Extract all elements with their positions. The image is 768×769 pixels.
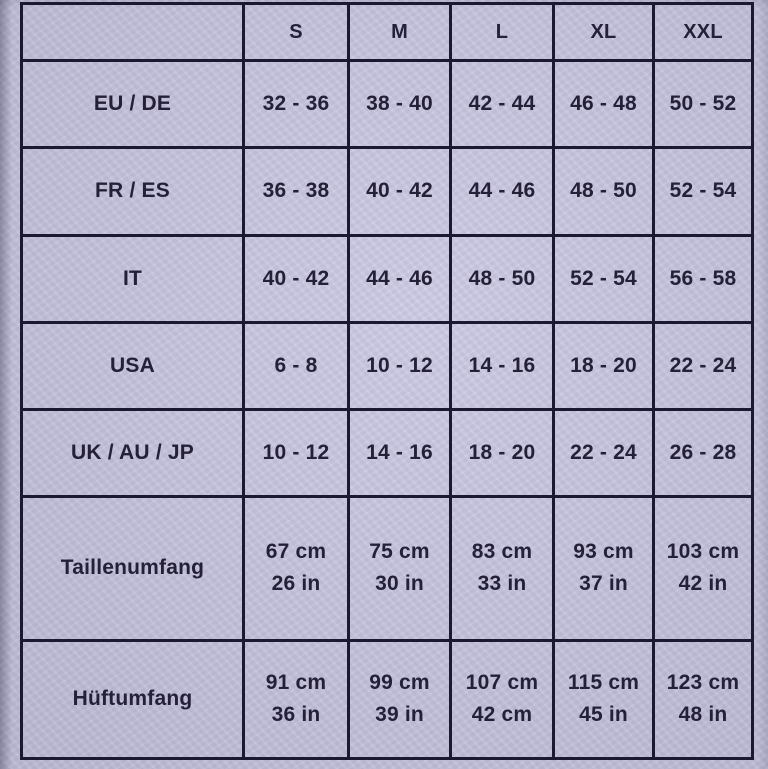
value-in: 26 in: [271, 572, 321, 596]
table-row-usa: [22, 322, 753, 409]
value-cell: [244, 497, 349, 640]
value-cell: 32 - 36: [244, 61, 349, 148]
value-cm: 67 cm: [265, 539, 327, 563]
header-cell-m: M: [349, 4, 451, 61]
value-cm: 83 cm: [471, 539, 533, 563]
value-cell: 14 - 16: [451, 322, 554, 409]
value-cell: [244, 640, 349, 758]
value-cell: 50 - 52: [654, 61, 753, 148]
table-row-hip: [22, 640, 753, 758]
value-cell: 14 - 16: [349, 410, 451, 497]
value-cm: 91 cm: [265, 670, 327, 694]
row-label-cell: EU / DE: [22, 61, 244, 148]
value-cm: 123 cm: [666, 670, 740, 694]
value-cm: 107 cm: [465, 670, 539, 694]
value-cm: 99 cm: [369, 670, 430, 694]
value-cell: 38 - 40: [349, 61, 451, 148]
value-cm: 103 cm: [666, 539, 740, 563]
table-row-it: [22, 235, 753, 322]
value-in: 30 in: [375, 572, 424, 596]
header-cell-empty: [22, 4, 244, 61]
value-cell: 18 - 20: [554, 322, 654, 409]
row-label-cell: FR / ES: [22, 148, 244, 235]
value-cell: 22 - 24: [554, 410, 654, 497]
value-in: 45 in: [579, 703, 628, 727]
value-cell: 44 - 46: [451, 148, 554, 235]
row-label-cell: UK / AU / JP: [22, 410, 244, 497]
header-cell-s: S: [244, 4, 349, 61]
table-row-eu-de: [22, 61, 753, 148]
value-cell: [654, 640, 753, 758]
value-cell: [349, 497, 451, 640]
value-in: 48 in: [678, 703, 728, 727]
value-cell: 48 - 50: [554, 148, 654, 235]
value-cell: [554, 640, 654, 758]
value-cell: 52 - 54: [554, 235, 654, 322]
value-in: 42 cm: [471, 703, 533, 727]
value-cell: [554, 497, 654, 640]
value-cell: 42 - 44: [451, 61, 554, 148]
value-cell: 56 - 58: [654, 235, 753, 322]
value-cell: 10 - 12: [349, 322, 451, 409]
header-cell-xl: XL: [554, 4, 654, 61]
value-cell: 18 - 20: [451, 410, 554, 497]
row-label-cell: Taillenumfang: [22, 497, 244, 640]
row-label-cell: IT: [22, 235, 244, 322]
value-in: 37 in: [579, 572, 628, 596]
value-cell: 46 - 48: [554, 61, 654, 148]
header-cell-xxl: XXL: [654, 4, 753, 61]
row-label-cell: USA: [22, 322, 244, 409]
value-cell: 40 - 42: [349, 148, 451, 235]
table-row-fr-es: [22, 148, 753, 235]
value-cell: 10 - 12: [244, 410, 349, 497]
value-cell: 6 - 8: [244, 322, 349, 409]
value-cm: 115 cm: [567, 670, 640, 694]
value-cell: [654, 497, 753, 640]
value-cell: 40 - 42: [244, 235, 349, 322]
value-in: 36 in: [271, 703, 321, 727]
size-chart-table: [20, 2, 754, 760]
value-cell: 22 - 24: [654, 322, 753, 409]
value-cell: [451, 640, 554, 758]
table-row-uk-au-jp: [22, 410, 753, 497]
value-cm: 93 cm: [573, 539, 634, 563]
value-cell: 52 - 54: [654, 148, 753, 235]
value-cell: 44 - 46: [349, 235, 451, 322]
value-cell: [451, 497, 554, 640]
value-cell: 36 - 38: [244, 148, 349, 235]
header-row: [22, 4, 753, 61]
row-label-cell: Hüftumfang: [22, 640, 244, 758]
header-cell-l: L: [451, 4, 554, 61]
value-in: 42 in: [678, 572, 728, 596]
table-row-waist: [22, 497, 753, 640]
value-in: 39 in: [375, 703, 424, 727]
value-cell: 26 - 28: [654, 410, 753, 497]
value-cm: 75 cm: [369, 539, 430, 563]
value-in: 33 in: [477, 572, 527, 596]
value-cell: [349, 640, 451, 758]
value-cell: 48 - 50: [451, 235, 554, 322]
